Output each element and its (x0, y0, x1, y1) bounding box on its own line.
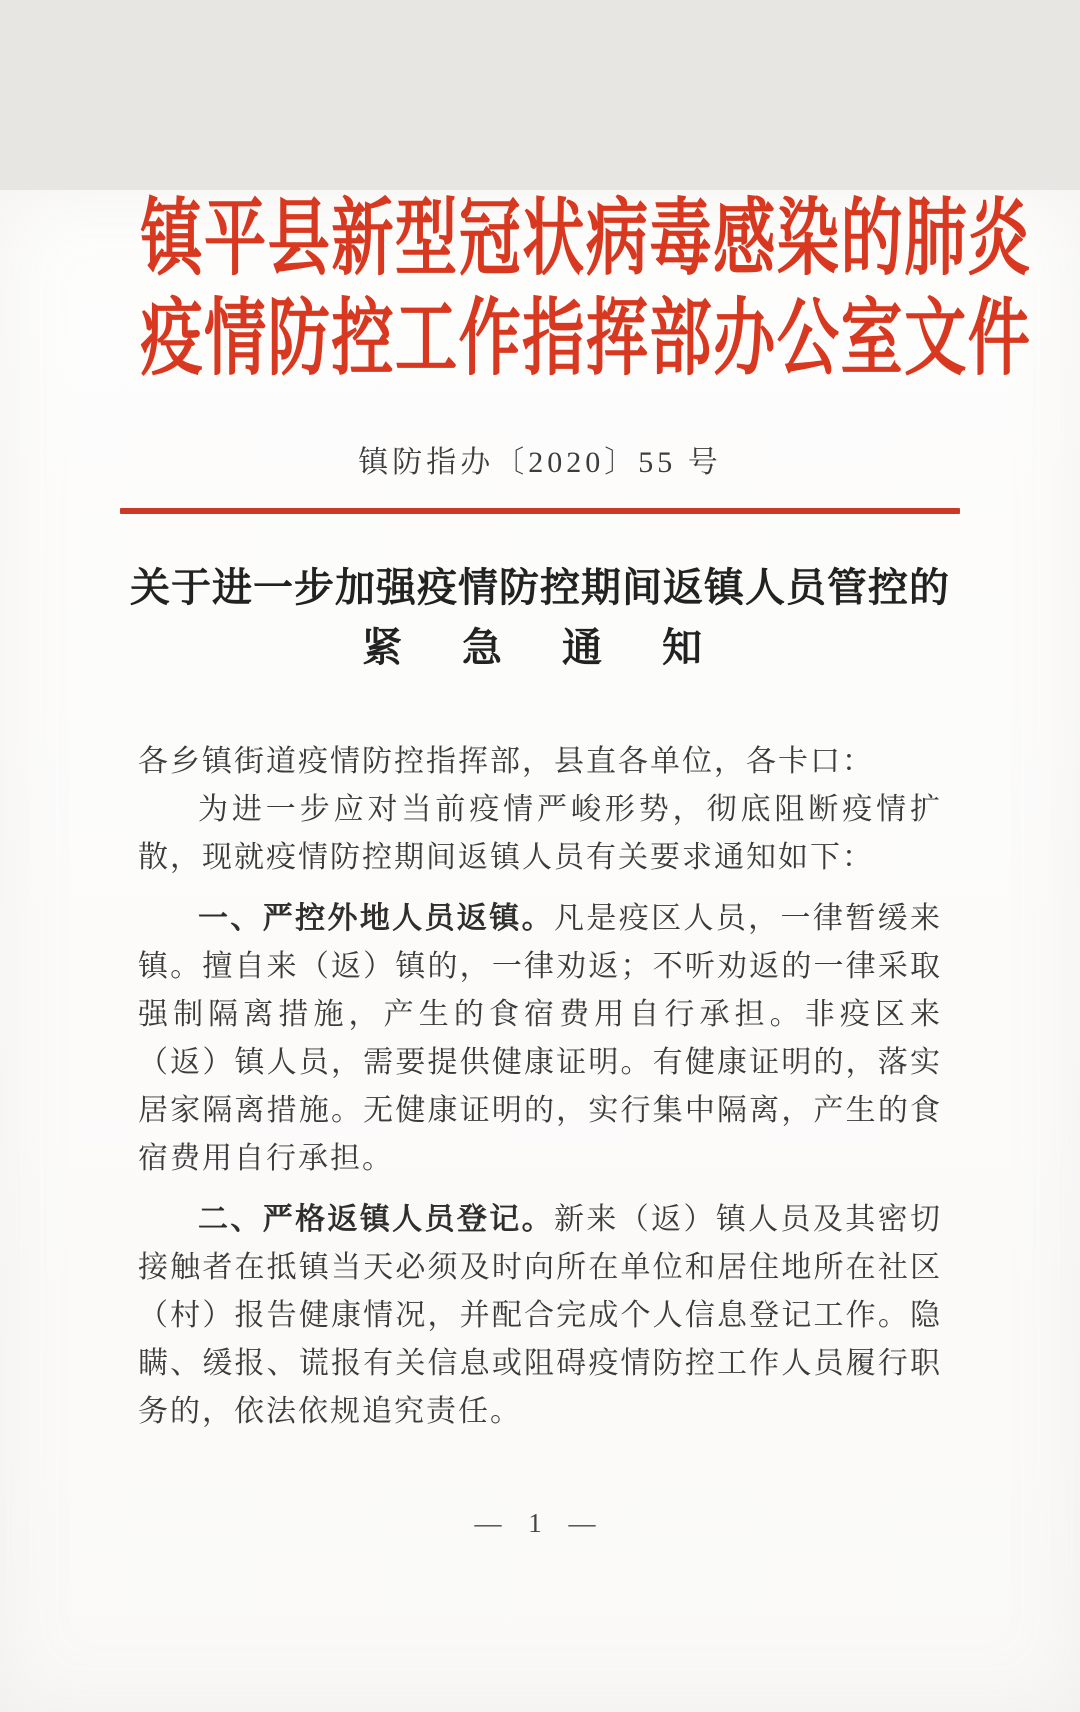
letterhead (140, 190, 1032, 390)
notice-item-1-text: 凡是疫区人员，一律暂缓来镇。擅自来（返）镇的，一律劝返；不听劝返的一律采取强制隔离措施，产生的食宿费用自行承担。非疫区来（返）镇人员，需要提供健康证明。有健康证明的，落实居家隔离措施。无健康证明的，实行集中隔离，产生的食宿费用自行承担。 (138, 902, 942, 1175)
notice-item-1 (138, 895, 942, 1183)
notice-item-2-lead: 二、严格返镇人员登记。 (198, 1203, 554, 1236)
document-title (0, 558, 1080, 678)
notice-item-2-text: 新来（返）镇人员及其密切接触者在抵镇当天必须及时向所在单位和居住地所在社区（村）报告健康情况，并配合完成个人信息登记工作。隐瞒、缓报、谎报有关信息或阻碍疫情防控工作人员履行职务的，依法依规追究责任。 (138, 1203, 942, 1428)
intro-paragraph: 为进一步应对当前疫情严峻形势，彻底阻断疫情扩散，现就疫情防控期间返镇人员有关要求通知如下： (138, 793, 942, 874)
document-title-line-2: 紧 急 通 知 (362, 625, 718, 670)
document-body (138, 738, 942, 1436)
letterhead-line-1: 镇平县新型冠状病毒感染的肺炎 (140, 193, 1032, 286)
notice-item-2 (138, 1196, 942, 1436)
notice-item-1-lead: 一、严控外地人员返镇。 (198, 902, 554, 935)
document-number: 镇防指办〔2020〕55 号 (358, 446, 722, 479)
document-page (0, 190, 1080, 1712)
document-title-line-1: 关于进一步加强疫情防控期间返镇人员管控的 (130, 565, 950, 610)
letterhead-line-2: 疫情防控工作指挥部办公室文件 (140, 293, 1032, 386)
salutation: 各乡镇街道疫情防控指挥部，县直各单位，各卡口： (138, 745, 874, 778)
red-divider-line (120, 508, 960, 514)
page-number: — 1 — (474, 1508, 606, 1538)
